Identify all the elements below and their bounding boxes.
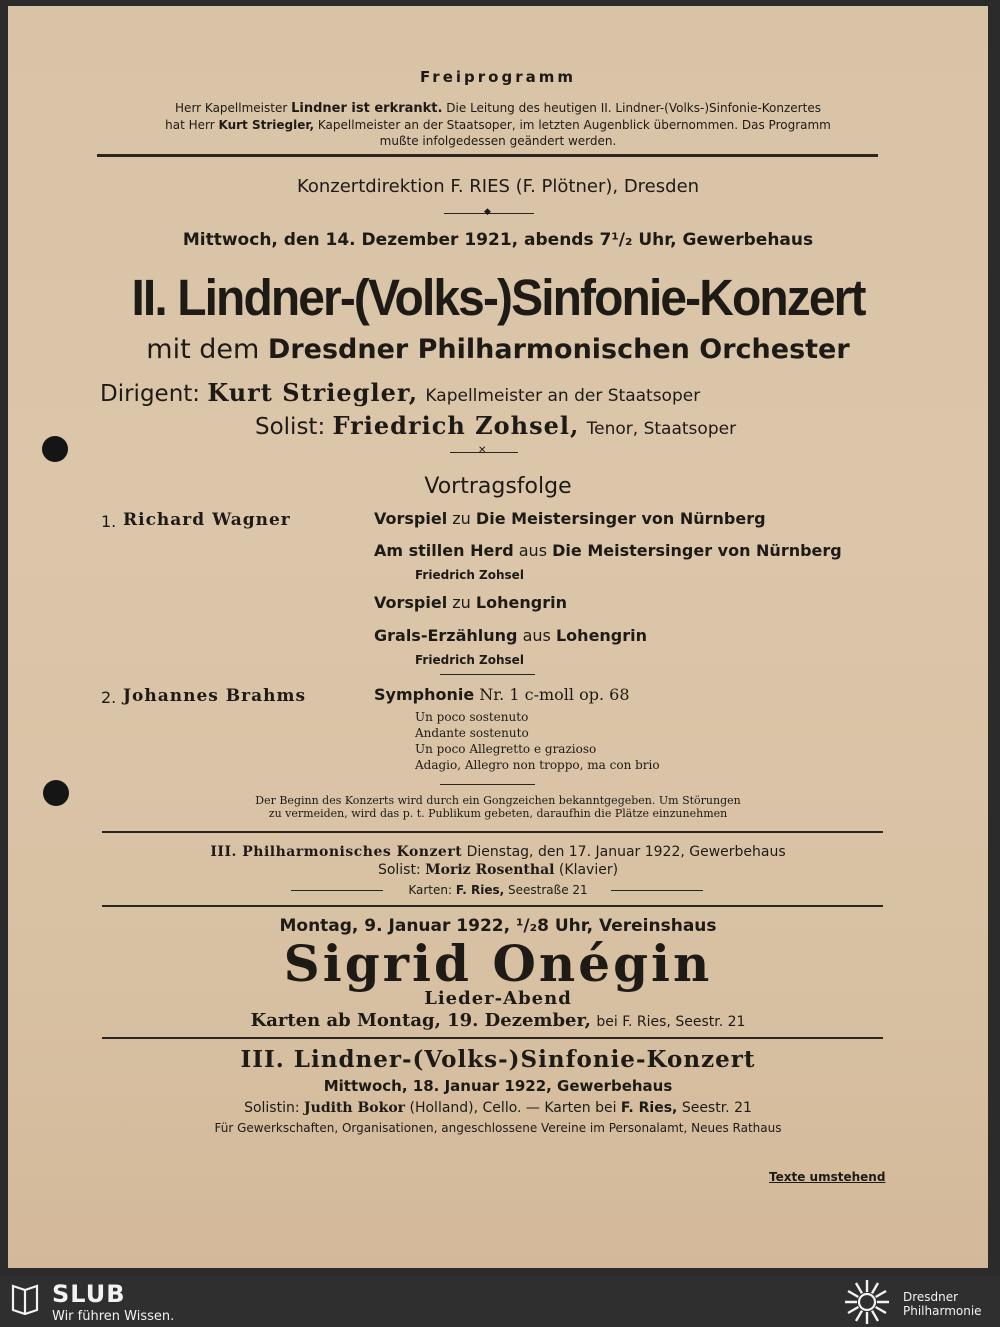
event-title: II. Lindner-(Volks-)Sinfonie-Konzert <box>131 269 865 326</box>
reverse-note: Texte umstehend <box>769 1170 886 1184</box>
philharmonie-line-2: Philharmonie <box>903 1304 982 1318</box>
ad2-kind: Lieder-Abend <box>424 988 572 1009</box>
program-sheet <box>8 6 988 1268</box>
work-4-performer: Friedrich Zohsel <box>415 653 524 667</box>
composer-number-1: 1. <box>101 512 117 531</box>
notice-line-1: Herr Kapellmeister Lindner ist erkrankt. Die Leitung des heutigen II. Lindner-(Volks-)Sinfonie-Konzertes <box>175 101 821 116</box>
composer-number-2: 2. <box>101 688 117 707</box>
soloist-line: Solist: Friedrich Zohsel, Tenor, Staatsoper <box>255 411 737 440</box>
movement: Un poco Allegretto e grazioso <box>415 742 597 756</box>
ad2-date: Montag, 9. Januar 1922, ¹/₂8 Uhr, Vereinshaus <box>279 916 717 936</box>
agency-line: Konzertdirektion F. RIES (F. Plötner), Dresden <box>296 176 700 197</box>
event-subtitle: mit dem Dresdner Philharmonischen Orchester <box>146 334 850 365</box>
notice-line-3: mußte infolgedessen geändert werden. <box>379 134 617 148</box>
ad1-title-line: III. Philharmonisches Konzert Dienstag, den 17. Januar 1922, Gewerbehaus <box>210 844 786 860</box>
short-rule <box>440 674 535 675</box>
ad3-soloist-line: Solistin: Judith Bokor (Holland), Cello. — Karten bei F. Ries, Seestr. 21 <box>244 1100 752 1116</box>
composer-name-1: Richard Wagner <box>123 510 291 530</box>
slub-tagline: Wir führen Wissen. <box>52 1309 175 1324</box>
notice-line-2: hat Herr Kurt Striegler, Kapellmeister an der Staatsoper, im letzten Augenblick übernommen. Das Programm <box>165 118 831 132</box>
divider <box>102 1037 883 1039</box>
sunburst-logo-icon <box>842 1278 892 1326</box>
short-rule <box>440 784 535 785</box>
divider <box>102 831 883 833</box>
movement: Adagio, Allegro non troppo, ma con brio <box>415 758 660 772</box>
gong-note-1: Der Beginn des Konzerts wird durch ein Gongzeichen bekanntgegeben. Um Störungen <box>255 794 741 807</box>
event-date: Mittwoch, den 14. Dezember 1921, abends 7¹/₂ Uhr, Gewerbehaus <box>182 230 814 250</box>
work-2: Am stillen Herd aus Die Meistersinger von Nürnberg <box>374 541 842 560</box>
ad3-title: III. Lindner-(Volks-)Sinfonie-Konzert <box>240 1046 756 1073</box>
slub-brand: SLUB <box>52 1280 126 1308</box>
footer-bar <box>0 1276 1000 1327</box>
ornament-cross: ✕ <box>478 445 487 456</box>
punch-hole <box>42 436 68 462</box>
philharmonie-line-1: Dresdner <box>903 1290 959 1304</box>
ad3-date: Mittwoch, 18. Januar 1922, Gewerbehaus <box>323 1077 673 1095</box>
work-4: Grals-Erzählung aus Lohengrin <box>374 626 648 645</box>
ad2-tickets: Karten ab Montag, 19. Dezember, bei F. Ries, Seestr. 21 <box>250 1010 746 1031</box>
movement: Andante sostenuto <box>415 726 529 740</box>
ad3-note: Für Gewerkschaften, Organisationen, angeschlossene Vereine im Personalamt, Neues Rathaus <box>214 1121 782 1135</box>
work-3: Vorspiel zu Lohengrin <box>374 593 567 612</box>
ad1-soloist-line: Solist: Moriz Rosenthal (Klavier) <box>377 862 619 878</box>
book-icon <box>10 1283 40 1315</box>
divider <box>102 905 883 907</box>
ornament-diamond: ◆ <box>484 207 491 217</box>
work-2-performer: Friedrich Zohsel <box>415 568 524 582</box>
composer-name-2: Johannes Brahms <box>123 686 307 706</box>
notice-title: Freiprogramm <box>420 68 576 86</box>
ad1-tickets-line: Karten: F. Ries, Seestraße 21 <box>408 883 588 897</box>
movement: Un poco sostenuto <box>415 710 529 724</box>
conductor-line: Dirigent: Kurt Striegler, Kapellmeister an der Staatsoper <box>100 378 701 407</box>
program-heading: Vortragsfolge <box>424 474 572 499</box>
work-1: Vorspiel zu Die Meistersinger von Nürnberg <box>374 509 766 528</box>
ad2-name: Sigrid Onégin <box>283 934 713 993</box>
divider <box>97 154 878 157</box>
work-5: Symphonie Nr. 1 c-moll op. 68 <box>374 685 630 704</box>
gong-note-2: zu vermeiden, wird das p. t. Publikum gebeten, daraufhin die Plätze einzunehmen <box>268 807 728 820</box>
